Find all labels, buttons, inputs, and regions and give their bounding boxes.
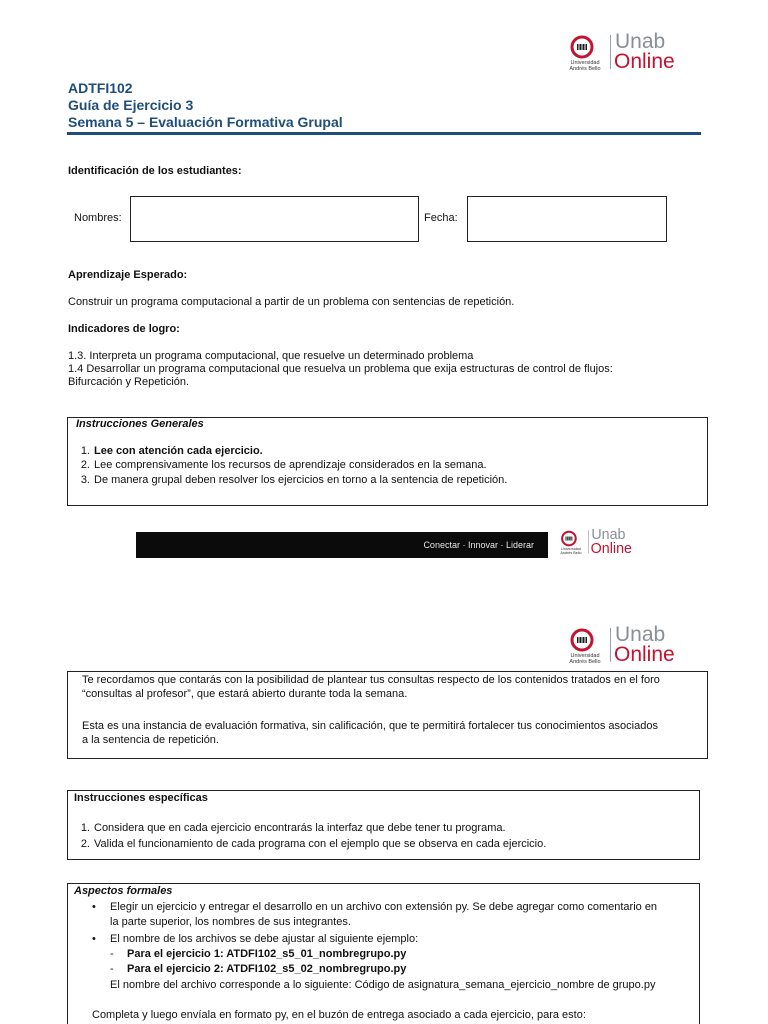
course-code: ADTFI102 — [68, 80, 133, 96]
page2-logo-online: Online — [614, 643, 675, 666]
reminder-p2a: Esta es una instancia de evaluación formativa, sin calificación, que te permitirá fortalecer tus conocimientos asociados — [82, 720, 658, 732]
general-item-2 — [72, 459, 487, 472]
reminder-p2b: a la sentencia de repetición. — [82, 734, 219, 746]
guide-title: Guía de Ejercicio 3 — [68, 97, 194, 113]
formal-bullet-2-dot: • — [92, 933, 96, 945]
indicator-2a: 1.4 Desarrollar un programa computacional que resuelva un problema que exija estructuras de control de flujos: — [68, 363, 613, 375]
general-item-2-text: Lee comprensivamente los recursos de aprendizaje considerados en la semana. — [94, 459, 487, 471]
university-seal-icon — [567, 35, 597, 61]
page2-logo — [563, 623, 678, 666]
footer-bar — [136, 532, 548, 558]
general-instructions-box — [67, 417, 708, 506]
general-item-1 — [72, 445, 263, 458]
reminder-p1a: Te recordamos que contarás con la posibilidad de plantear tus consultas respecto de los contenidos tratados en el foro — [82, 674, 660, 686]
footer-seal-icon — [559, 530, 579, 548]
footer-logo-online: Online — [590, 540, 632, 557]
footer-logo — [556, 526, 634, 557]
general-item-1-num: 1. — [80, 445, 90, 457]
specific-title: Instrucciones específicas — [74, 792, 208, 804]
reminder-box — [67, 671, 708, 759]
formal-title: Aspectos formales — [74, 885, 173, 897]
formal-aspects-box — [67, 883, 700, 1024]
formal-b1a: Elegir un ejercicio y entregar el desarrollo en un archivo con extensión py. Se debe agregar como comentario en — [110, 901, 658, 913]
page2-logo-divider — [610, 628, 611, 662]
specific-item-2 — [72, 838, 546, 851]
footer-logo-unab: Unab — [591, 526, 626, 543]
specific-instructions-box — [67, 790, 700, 860]
formal-note: El nombre del archivo corresponde a lo siguiente: Código de asignatura_semana_ejercicio_nombre de grupo.py — [110, 979, 656, 991]
general-item-2-num: 2. — [80, 459, 90, 471]
page2-logo-unab: Unab — [615, 623, 666, 646]
specific-item-1-text: Considera que en cada ejercicio encontrarás la interfaz que debe tener tu programa. — [94, 822, 506, 834]
header-rule — [67, 132, 701, 135]
footer-slogan: Conectar · Innovar · Liderar — [423, 540, 534, 550]
specific-item-1-num: 1. — [80, 822, 90, 834]
students-title: Identificación de los estudiantes: — [68, 165, 242, 177]
indicator-1: 1.3. Interpreta un programa computacional, que resuelve un determinado problema — [68, 350, 474, 362]
specific-item-2-num: 2. — [80, 838, 90, 850]
general-title: Instrucciones Generales — [76, 418, 204, 430]
specific-item-1 — [72, 822, 506, 835]
indicators-title: Indicadores de logro: — [68, 323, 180, 335]
seal-text: Universidad Andrés Bello — [569, 60, 601, 72]
date-field[interactable] — [467, 196, 667, 242]
expected-text: Construir un programa computacional a partir de un problema con sentencias de repetición. — [68, 296, 515, 308]
reminder-p1b: “consultas al profesor”, que estará abierto durante toda la semana. — [82, 688, 408, 700]
formal-b2: El nombre de los archivos se debe ajustar al siguiente ejemplo: — [110, 933, 419, 945]
indicator-2b: Bifurcación y Repetición. — [68, 376, 190, 388]
formal-b1b: la parte superior, los nombres de sus integrantes. — [110, 916, 351, 928]
logo-unab: Unab — [615, 30, 666, 53]
footer-seal-text: Universidad Andrés Bello — [560, 547, 582, 556]
logo-online: Online — [614, 50, 675, 73]
week-title: Semana 5 – Evaluación Formativa Grupal — [68, 114, 343, 130]
formal-ex1: Para el ejercicio 1: ATDFI102_s5_01_nombregrupo.py — [127, 948, 407, 960]
general-item-1-text: Lee con atención cada ejercicio. — [94, 445, 263, 457]
formal-ex1-dash: - — [110, 948, 114, 960]
general-item-3-text: De manera grupal deben resolver los ejercicios en torno a la sentencia de repetición. — [94, 474, 508, 486]
formal-bullet-1-dot: • — [92, 901, 96, 913]
page2-seal-text: Universidad Andrés Bello — [569, 653, 601, 665]
general-item-3 — [72, 474, 507, 487]
footer-logo-divider — [588, 530, 589, 553]
specific-item-2-text: Valida el funcionamiento de cada programa con el ejemplo que se observa en cada ejercicio. — [94, 838, 547, 850]
names-field[interactable] — [130, 196, 419, 242]
names-label: Nombres: — [74, 212, 122, 224]
date-label: Fecha: — [424, 212, 458, 224]
page2-seal-icon — [567, 628, 597, 654]
general-item-3-num: 3. — [80, 474, 90, 486]
formal-ex2-dash: - — [110, 963, 114, 975]
formal-last: Completa y luego envíala en formato py, en el buzón de entrega asociado a cada ejercicio, para esto: — [92, 1009, 586, 1021]
formal-ex2: Para el ejercicio 2: ATDFI102_s5_02_nombregrupo.py — [127, 963, 407, 975]
expected-title: Aprendizaje Esperado: — [68, 269, 188, 281]
unab-online-logo — [563, 30, 678, 73]
logo-divider — [610, 35, 611, 69]
